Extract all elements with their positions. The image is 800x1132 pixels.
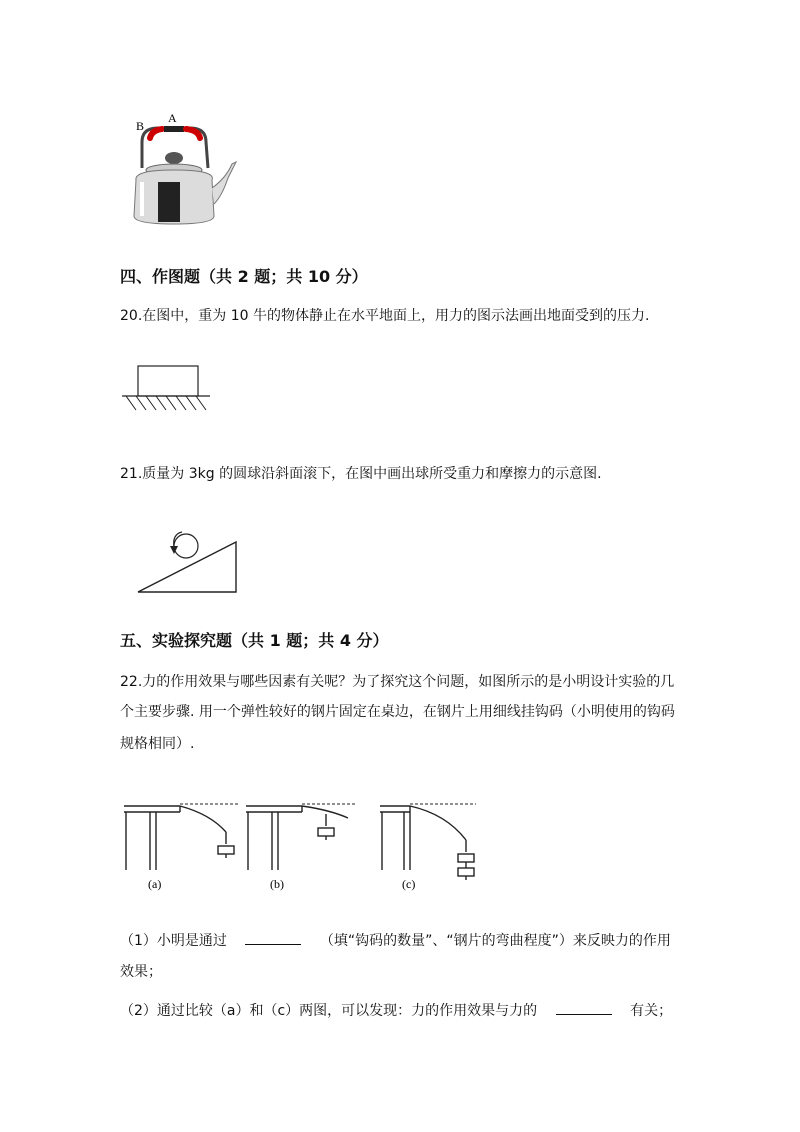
steel-strip-experiment-figure [120, 800, 490, 895]
answer-blank-2[interactable] [556, 1000, 612, 1015]
section5-heading: 五、实验探究题（共 1 题；共 4 分） [120, 631, 389, 650]
q22-sub1 [120, 930, 671, 951]
answer-blank-1[interactable] [245, 930, 301, 945]
q22-line3: 规格相同）. [120, 736, 195, 752]
ball-on-incline-figure [134, 528, 244, 598]
q22-sub2-prefix: （2）通过比较（a）和（c）两图，可以发现：力的作用效果与力的 [120, 1003, 538, 1019]
kettle-figure [128, 108, 248, 226]
q22-sub1-line2: 效果； [120, 964, 162, 980]
q22-sub2 [120, 1000, 672, 1021]
q22-line2: 个主要步骤. 用一个弹性较好的钢片固定在桌边，在钢片上用细线挂钩码（小明使用的钩码 [120, 704, 675, 720]
q22-sub1-suffix: （填“钩码的数量”、“钢片的弯曲程度”）来反映力的作用 [319, 933, 671, 949]
q22-line1: 22.力的作用效果与哪些因素有关呢？为了探究这个问题，如图所示的是小明设计实验的几 [120, 674, 675, 690]
figure-label-b: (b) [270, 877, 284, 891]
block-on-ground-figure [120, 365, 210, 425]
q21-text: 21.质量为 3kg 的圆球沿斜面滚下，在图中画出球所受重力和摩擦力的示意图. [120, 466, 602, 482]
kettle-label-a: A [168, 111, 177, 125]
q22-sub1-prefix: （1）小明是通过 [120, 933, 227, 949]
kettle-label-b: B [136, 119, 145, 133]
q20-text: 20.在图中，重为 10 牛的物体静止在水平地面上，用力的图示法画出地面受到的压力. [120, 308, 650, 324]
q22-sub2-suffix: 有关； [630, 1003, 673, 1019]
section4-heading: 四、作图题（共 2 题；共 10 分） [120, 267, 368, 286]
figure-label-a: (a) [148, 877, 162, 891]
figure-label-c: (c) [402, 877, 416, 891]
